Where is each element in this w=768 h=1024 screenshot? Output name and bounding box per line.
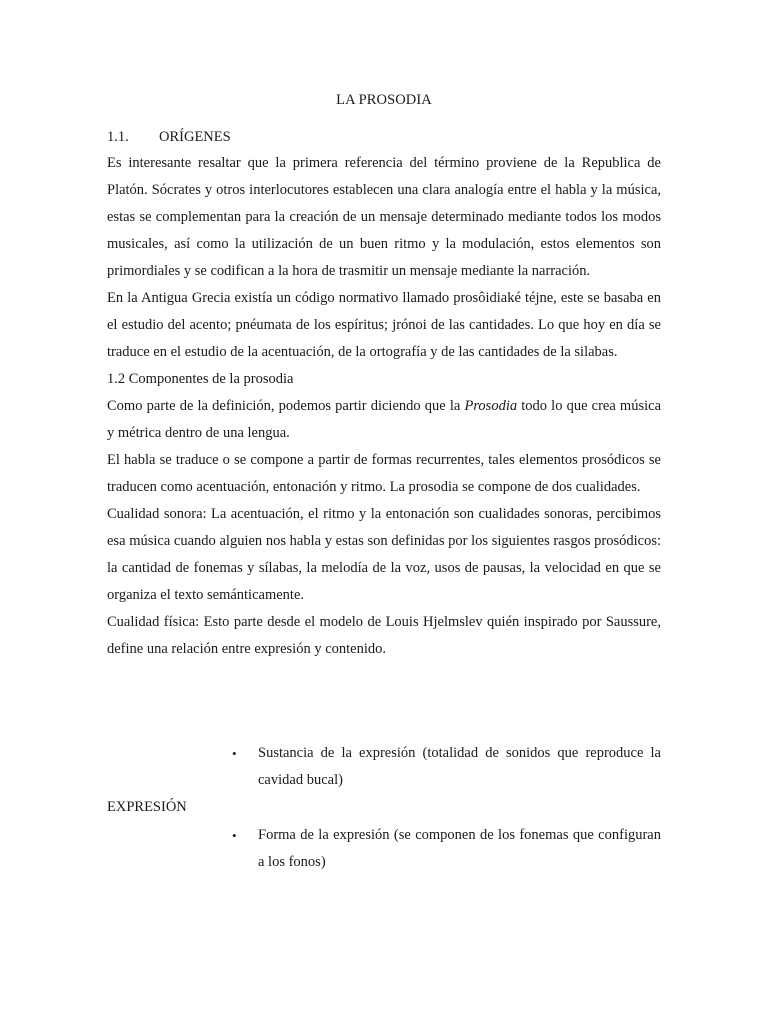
section-heading-text: ORÍGENES	[159, 129, 231, 145]
body-text-block-a	[107, 150, 661, 663]
list-item-forma	[232, 822, 661, 876]
document-title: LA PROSODIA	[336, 92, 432, 108]
section-heading-origenes	[107, 129, 231, 146]
paragraph-definicion	[107, 393, 661, 447]
paragraph-platon: Es interesante resaltar que la primera referencia del término proviene de la Republica de Platón. Sócrates y otros interlocutores establecen una clara analogía entre el habla y la música, estas se complementan para la creación de un mensaje determinado mediante todos los modos musicales, así como la utilización de un buen ritmo y la modulación, estos elementos son primordiales y se codifican a la hora de trasmitir un mensaje mediante la narración.	[107, 155, 661, 279]
list-item-sustancia	[232, 740, 661, 794]
bullet-icon: •	[232, 746, 237, 761]
list-item-text: Forma de la expresión (se componen de los fonemas que configuran a los fonos)	[258, 827, 661, 870]
list-item-text: Sustancia de la expresión (totalidad de sonidos que reproduce la cavidad bucal)	[258, 745, 661, 788]
bullet-icon: •	[232, 828, 237, 843]
paragraph-cualidad-fisica: Cualidad física: Esto parte desde el modelo de Louis Hjelmslev quién inspirado por Saussure, define una relación entre expresión y contenido.	[107, 614, 661, 657]
subheading-componentes: 1.2 Componentes de la prosodia	[107, 371, 294, 387]
paragraph-cualidad-sonora: Cualidad sonora: La acentuación, el ritmo y la entonación son cualidades sonoras, percibimos esa música cuando alguien nos habla y estas son definidas por los siguientes rasgos prosódicos: la cantidad de fonemas y sílabas, la melodía de la voz, usos de pausas, la velocidad en que se organiza el texto semánticamente.	[107, 506, 661, 603]
section-number: 1.1.	[107, 129, 129, 145]
definicion-italic: Prosodia	[464, 398, 518, 414]
paragraph-habla: El habla se traduce o se compone a partir de formas recurrentes, tales elementos prosódicos se traducen como acentuación, entonación y ritmo. La prosodia se compone de dos cualidades.	[107, 452, 661, 495]
label-expresion: EXPRESIÓN	[107, 799, 187, 815]
definicion-before: Como parte de la definición, podemos partir diciendo que la	[107, 398, 465, 414]
paragraph-grecia: En la Antigua Grecia existía un código normativo llamado prosôidiaké téjne, este se basaba en el estudio del acento; pnéumata de los espíritus; jrónoi de las cantidades. Lo que hoy en día se traduce en el estudio de la acentuación, de la ortografía y de las cantidades de la silabas.	[107, 290, 661, 360]
definicion-after: todo lo que crea música y métrica dentro de una lengua.	[107, 398, 662, 441]
